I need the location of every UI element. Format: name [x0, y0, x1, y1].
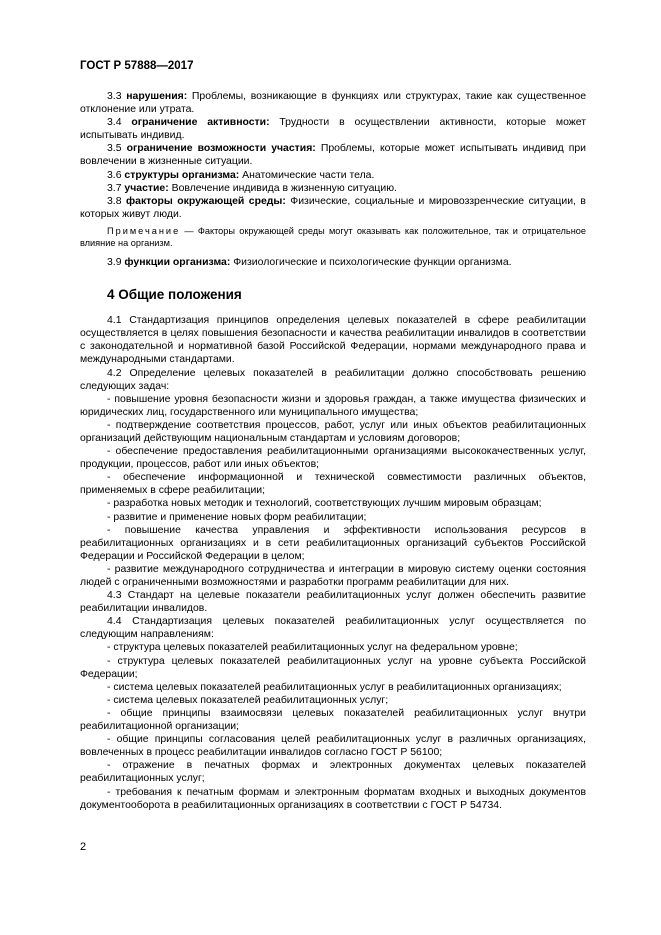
definition-3-9: 3.9 функции организма: Физиологические и психологические функции организма.: [107, 256, 512, 268]
section-title: 4 Общие положения: [107, 287, 242, 303]
list-item: - обеспечение информационной и технической совместимости различных объектов, применяемых в сфере реабилитации;: [80, 472, 586, 497]
note: Примечание — Факторы окружающей среды могут оказывать как положительное, так и отрицательное влияние на организм.: [80, 225, 586, 248]
list-item: - общие принципы взаимосвязи целевых показателей реабилитационных услуг внутри реабилитационной организации;: [80, 707, 586, 733]
list-item: - развитие и применение новых форм реабилитации;: [107, 511, 367, 523]
list-item: - структура целевых показателей реабилитационных услуг на федеральном уровне;: [107, 642, 518, 654]
list-item: - общие принципы согласования целей реабилитационных услуг в различных организациях, вовлеченных в процесс реабилитации инвалидов согласно ГОСТ Р 56100;: [80, 734, 586, 759]
definition-3-7: 3.7 участие: Вовлечение индивида в жизненную ситуацию.: [107, 182, 397, 194]
definition-3-4: 3.4 ограничение активности: Трудности в осуществлении активности, которые может испытывать индивид.: [80, 117, 586, 142]
definition-3-6: 3.6 структуры организма: Анатомические части тела.: [107, 169, 375, 181]
paragraph-4-3: 4.3 Стандарт на целевые показатели реабилитационных услуг должен обеспечить развитие реабилитации инвалидов.: [80, 590, 586, 615]
list-item: - развитие международного сотрудничества и интеграции в мировую систему оценки состояния людей с ограниченными возможностями и разработки программ реабилитации для них.: [80, 563, 586, 588]
list-item: - система целевых показателей реабилитационных услуг;: [107, 694, 389, 706]
paragraph-4-1: 4.1 Стандартизация принципов определения целевых показателей в сфере реабилитации осуществляется в целях повышения безопасности и качества реабилитации инвалидов в соответствии с законодательной и нормативной базой Российской Федерации, нормами международного права и международными стандартами.: [80, 315, 586, 366]
definition-3-3: 3.3 нарушения: Проблемы, возникающие в функциях или структурах, такие как существенное отклонение или утрата.: [80, 91, 587, 116]
list-item: - требования к печатным формам и электронным форматам входных и выходных документов документооборота в реабилитационных организациях в соответствии с ГОСТ Р 54734.: [80, 786, 586, 811]
list-item: - подтверждение соответствия процессов, работ, услуг или иных объектов реабилитационных организаций действующим национальным стандартам и условиям договоров;: [80, 419, 586, 444]
paragraph-4-4: 4.4 Стандартизация целевых показателей реабилитационных услуг осуществляется по следующим направлениям:: [80, 616, 586, 641]
document-header: ГОСТ Р 57888—2017: [80, 60, 194, 72]
definition-3-5: 3.5 ограничение возможности участия: Проблемы, которые может испытывать индивид при вовлечении в жизненные ситуации.: [80, 143, 586, 168]
list-item: - повышение уровня безопасности жизни и здоровья граждан, а также имущества физических и юридических лиц, государственного или муниципального имущества;: [80, 393, 586, 418]
page-number: 2: [80, 841, 87, 853]
list-item: - обеспечение предоставления реабилитационными организациями высококачественных услуг, продукции, процессов, работ или иных объектов;: [80, 446, 586, 471]
definition-3-8: 3.8 факторы окружающей среды: Физические, социальные и мировоззренческие ситуации, в которых живут люди.: [80, 195, 586, 220]
list-item: - повышение качества управления и эффективности использования ресурсов в реабилитационных организациях и в сети реабилитационных организаций субъектов Российской Федерации и Российской Федерации в целом;: [80, 524, 586, 562]
paragraph-4-2: 4.2 Определение целевых показателей в реабилитации должно способствовать решению следующих задач:: [80, 367, 586, 392]
list-item: - система целевых показателей реабилитационных услуг в реабилитационных организациях;: [107, 681, 562, 693]
list-item: - отражение в печатных формах и электронных документах целевых показателей реабилитационных услуг;: [80, 760, 586, 785]
list-item: - структура целевых показателей реабилитационных услуг на уровне субъекта Российской Федерации;: [80, 655, 586, 680]
list-item: - разработка новых методик и технологий, соответствующих лучшим мировым образцам;: [107, 498, 542, 510]
page-content: [80, 90, 586, 812]
